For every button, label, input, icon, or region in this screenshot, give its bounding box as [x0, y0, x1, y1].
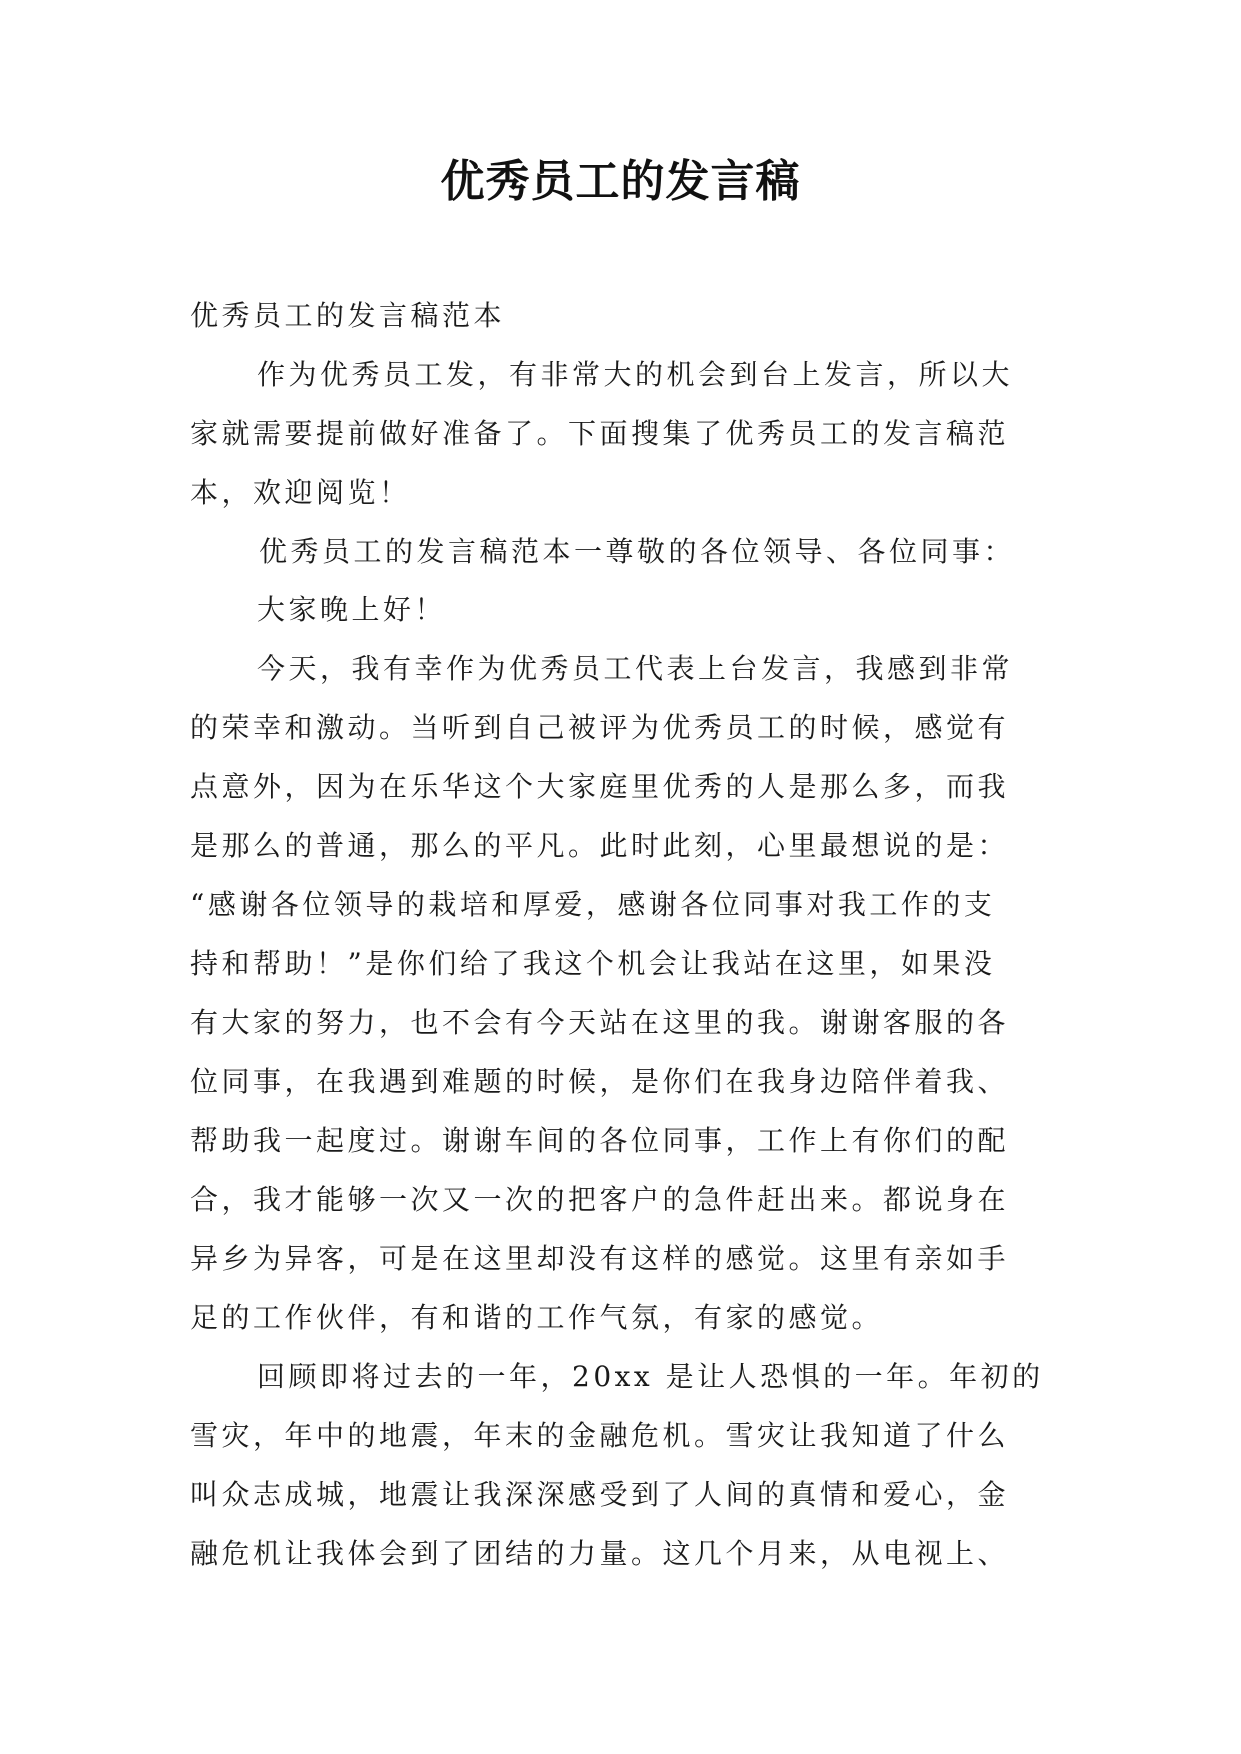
paragraph-line: 回顾即将过去的一年，20xx 是让人恐惧的一年。年初的 [257, 1360, 1044, 1393]
paragraph-line: 优秀员工的发言稿范本一尊敬的各位领导、各位同事： [259, 535, 1016, 568]
subtitle-line: 优秀员工的发言稿范本 [190, 299, 506, 332]
paragraph-line: 位同事，在我遇到难题的时候，是你们在我身边陪伴着我、 [190, 1065, 1010, 1098]
document-title: 优秀员工的发言稿 [440, 156, 801, 207]
paragraph-line: 合，我才能够一次又一次的把客户的急件赶出来。都说身在 [190, 1183, 1010, 1216]
paragraph-line: 今天，我有幸作为优秀员工代表上台发言，我感到非常 [257, 652, 1014, 685]
paragraph-line: “感谢各位领导的栽培和厚爱，感谢各位同事对我工作的支 [190, 888, 996, 921]
paragraph-line: 雪灾，年中的地震，年末的金融危机。雪灾让我知道了什么 [190, 1419, 1010, 1452]
paragraph-line: 的荣幸和激动。当听到自己被评为优秀员工的时候，感觉有 [190, 711, 1010, 744]
paragraph-line: 足的工作伙伴，有和谐的工作气氛，有家的感觉。 [190, 1301, 884, 1334]
paragraph-line: 融危机让我体会到了团结的力量。这几个月来，从电视上、 [190, 1537, 1010, 1570]
paragraph-line: 帮助我一起度过。谢谢车间的各位同事，工作上有你们的配 [190, 1124, 1010, 1157]
paragraph-line: 作为优秀员工发，有非常大的机会到台上发言，所以大 [257, 358, 1014, 391]
paragraph-line: 异乡为异客，可是在这里却没有这样的感觉。这里有亲如手 [190, 1242, 1010, 1275]
paragraph-line: 点意外，因为在乐华这个大家庭里优秀的人是那么多，而我 [190, 770, 1010, 803]
paragraph-line: 本，欢迎阅览！ [190, 476, 411, 509]
paragraph-line: 叫众志成城，地震让我深深感受到了人间的真情和爱心，金 [190, 1478, 1010, 1511]
paragraph-line: 大家晚上好！ [257, 593, 447, 626]
paragraph-line: 有大家的努力，也不会有今天站在这里的我。谢谢客服的各 [190, 1006, 1010, 1039]
paragraph-line: 是那么的普通，那么的平凡。此时此刻，心里最想说的是： [190, 829, 1010, 862]
paragraph-line: 家就需要提前做好准备了。下面搜集了优秀员工的发言稿范 [190, 417, 1010, 450]
paragraph-line: 持和帮助！”是你们给了我这个机会让我站在这里，如果没 [190, 947, 996, 980]
